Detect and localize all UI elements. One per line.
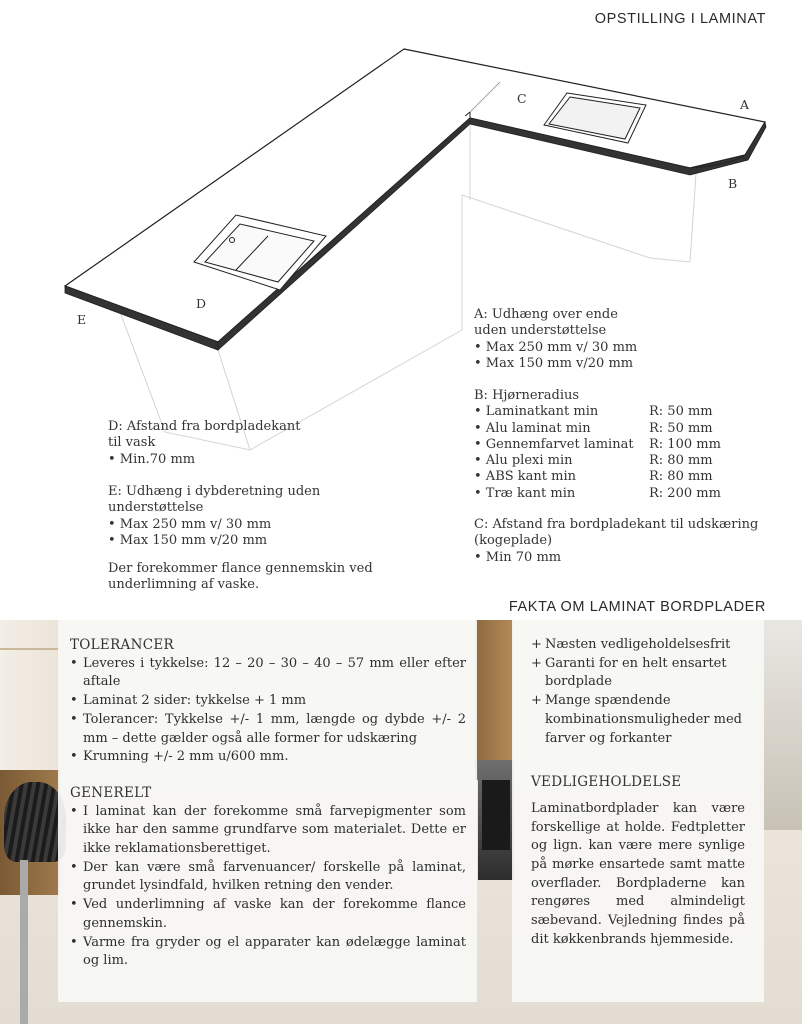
countertop-surface — [65, 49, 765, 342]
spec-b-row: • ABS kant min R: 80 mm — [474, 469, 713, 485]
spec-d: D: Afstand fra bordpladekant til vask • Min.70 mm — [108, 419, 301, 467]
list-item: • Ved underlimning af vaske kan der forekomme flance gennemskin. — [70, 896, 466, 933]
list-item: • I laminat kan der forekomme små farvepigmenter som ikke har den samme grundfarve som materialet. Dette er ikke reklamationsberettiget. — [70, 803, 466, 859]
label-d: D — [196, 296, 207, 311]
spec-c: C: Afstand fra bordpladekant til udskæring (kogeplade) • Min 70 mm — [474, 517, 759, 565]
list-item: + Næsten vedligeholdelsesfrit — [531, 636, 745, 655]
list-item: • Krumning +/- 2 mm u/600 mm. — [70, 748, 466, 767]
spec-e: E: Udhæng i dybderetning uden understøttelse • Max 250 mm v/ 30 mm • Max 150 mm v/20 mm — [108, 484, 321, 548]
list-item: • Der kan være små farvenuancer/ forskelle på laminat, grundet lysindfald, hvilken retning den vender. — [70, 859, 466, 896]
facts-title: FAKTA OM LAMINAT BORDPLADER — [508, 599, 766, 615]
list-item: • Leveres i tykkelse: 12 – 20 – 30 – 40 – 57 mm eller efter aftale — [70, 655, 466, 692]
label-a: A — [740, 97, 750, 112]
list-item: • Laminat 2 sider: tykkelse + 1 mm — [70, 692, 466, 711]
list-item: • Tolerancer: Tykkelse +/- 1 mm, længde og dybde +/- 2 mm – dette gælder også alle former for udskæring — [70, 711, 466, 748]
spec-b-row: • Træ kant min R: 200 mm — [474, 485, 721, 501]
flance-note: Der forekommer flance gennemskin ved underlimning af vaske. — [108, 561, 373, 593]
label-b: B — [728, 176, 738, 191]
label-e: E — [77, 312, 87, 327]
spec-b-row: • Gennemfarvet laminat R: 100 mm — [474, 436, 721, 452]
vedligehold-text: Laminatbordplader kan være forskellige at holde. Fedtpletter og lign. kan være mere synlige på mørke ensartede samt matte overflader. Bordpladerne kan rengøres med almindeligt sæbevand. Vejledning findes på dit køkkenbrands hjemmeside. — [531, 800, 745, 947]
spec-b-row: • Alu plexi min R: 80 mm — [474, 453, 713, 469]
page-title: OPSTILLING I LAMINAT — [594, 11, 766, 27]
tolerancer-section: TOLERANCER • Leveres i tykkelse: 12 – 20 – 30 – 40 – 57 mm eller efter aftale • Laminat 2 sider: tykkelse + 1 mm • Tolerancer: Tykkelse +/- 1 mm, længde og dybde +/- 2 mm – dette gælder også alle former for udskæring • Krumning +/- 2 mm u/600 mm. GENERELT • I laminat kan der forekomme små farvepigmenter som ikke har den samme grundfarve som materialet. Dette er ikke reklamationsberettiget. • Der kan være små farvenuancer/ forskelle på laminat, grundet lysindfald, hvilken retning den vender. • Ved underlimning af vaske kan der forekomme flance gennemskin. • Varme fra gryder og el apparater kan ødelægge laminat og lim. — [70, 636, 466, 971]
list-item: + Mange spændende kombinationsmuligheder med farver og forkanter — [531, 692, 745, 748]
spec-b-row: • Laminatkant min R: 50 mm — [474, 404, 713, 420]
list-item: + Garanti for en helt ensartet bordplade — [531, 655, 745, 692]
advantages-section: + Næsten vedligeholdelsesfrit + Garanti for en helt ensartet bordplade + Mange spændende kombinationsmuligheder med farver og forkanter VEDLIGEHOLDELSE Laminatbordplader kan være forskellige at holde. Fedtpletter og lign. kan være mere synlige på mørke ensartede samt matte overflader. Bordpladerne kan rengøres med almindeligt sæbevand. Vejledning findes på dit køkkenbrands hjemmeside. — [531, 636, 745, 950]
list-item: • Varme fra gryder og el apparater kan ødelægge laminat og lim. — [70, 934, 466, 971]
spec-b-row: • Alu laminat min R: 50 mm — [474, 420, 713, 436]
label-c: C — [517, 91, 527, 106]
spec-a: A: Udhæng over ende uden understøttelse • Max 250 mm v/ 30 mm • Max 150 mm v/20 mm — [474, 307, 638, 371]
spec-b: B: Hjørneradius • Laminatkant min R: 50 mm • Alu laminat min R: 50 mm • Gennemfarvet laminat R: 100 mm • Alu plexi min R: 80 mm • ABS kant min R: 80 mm • Træ kant min R: 200 mm — [474, 388, 721, 501]
